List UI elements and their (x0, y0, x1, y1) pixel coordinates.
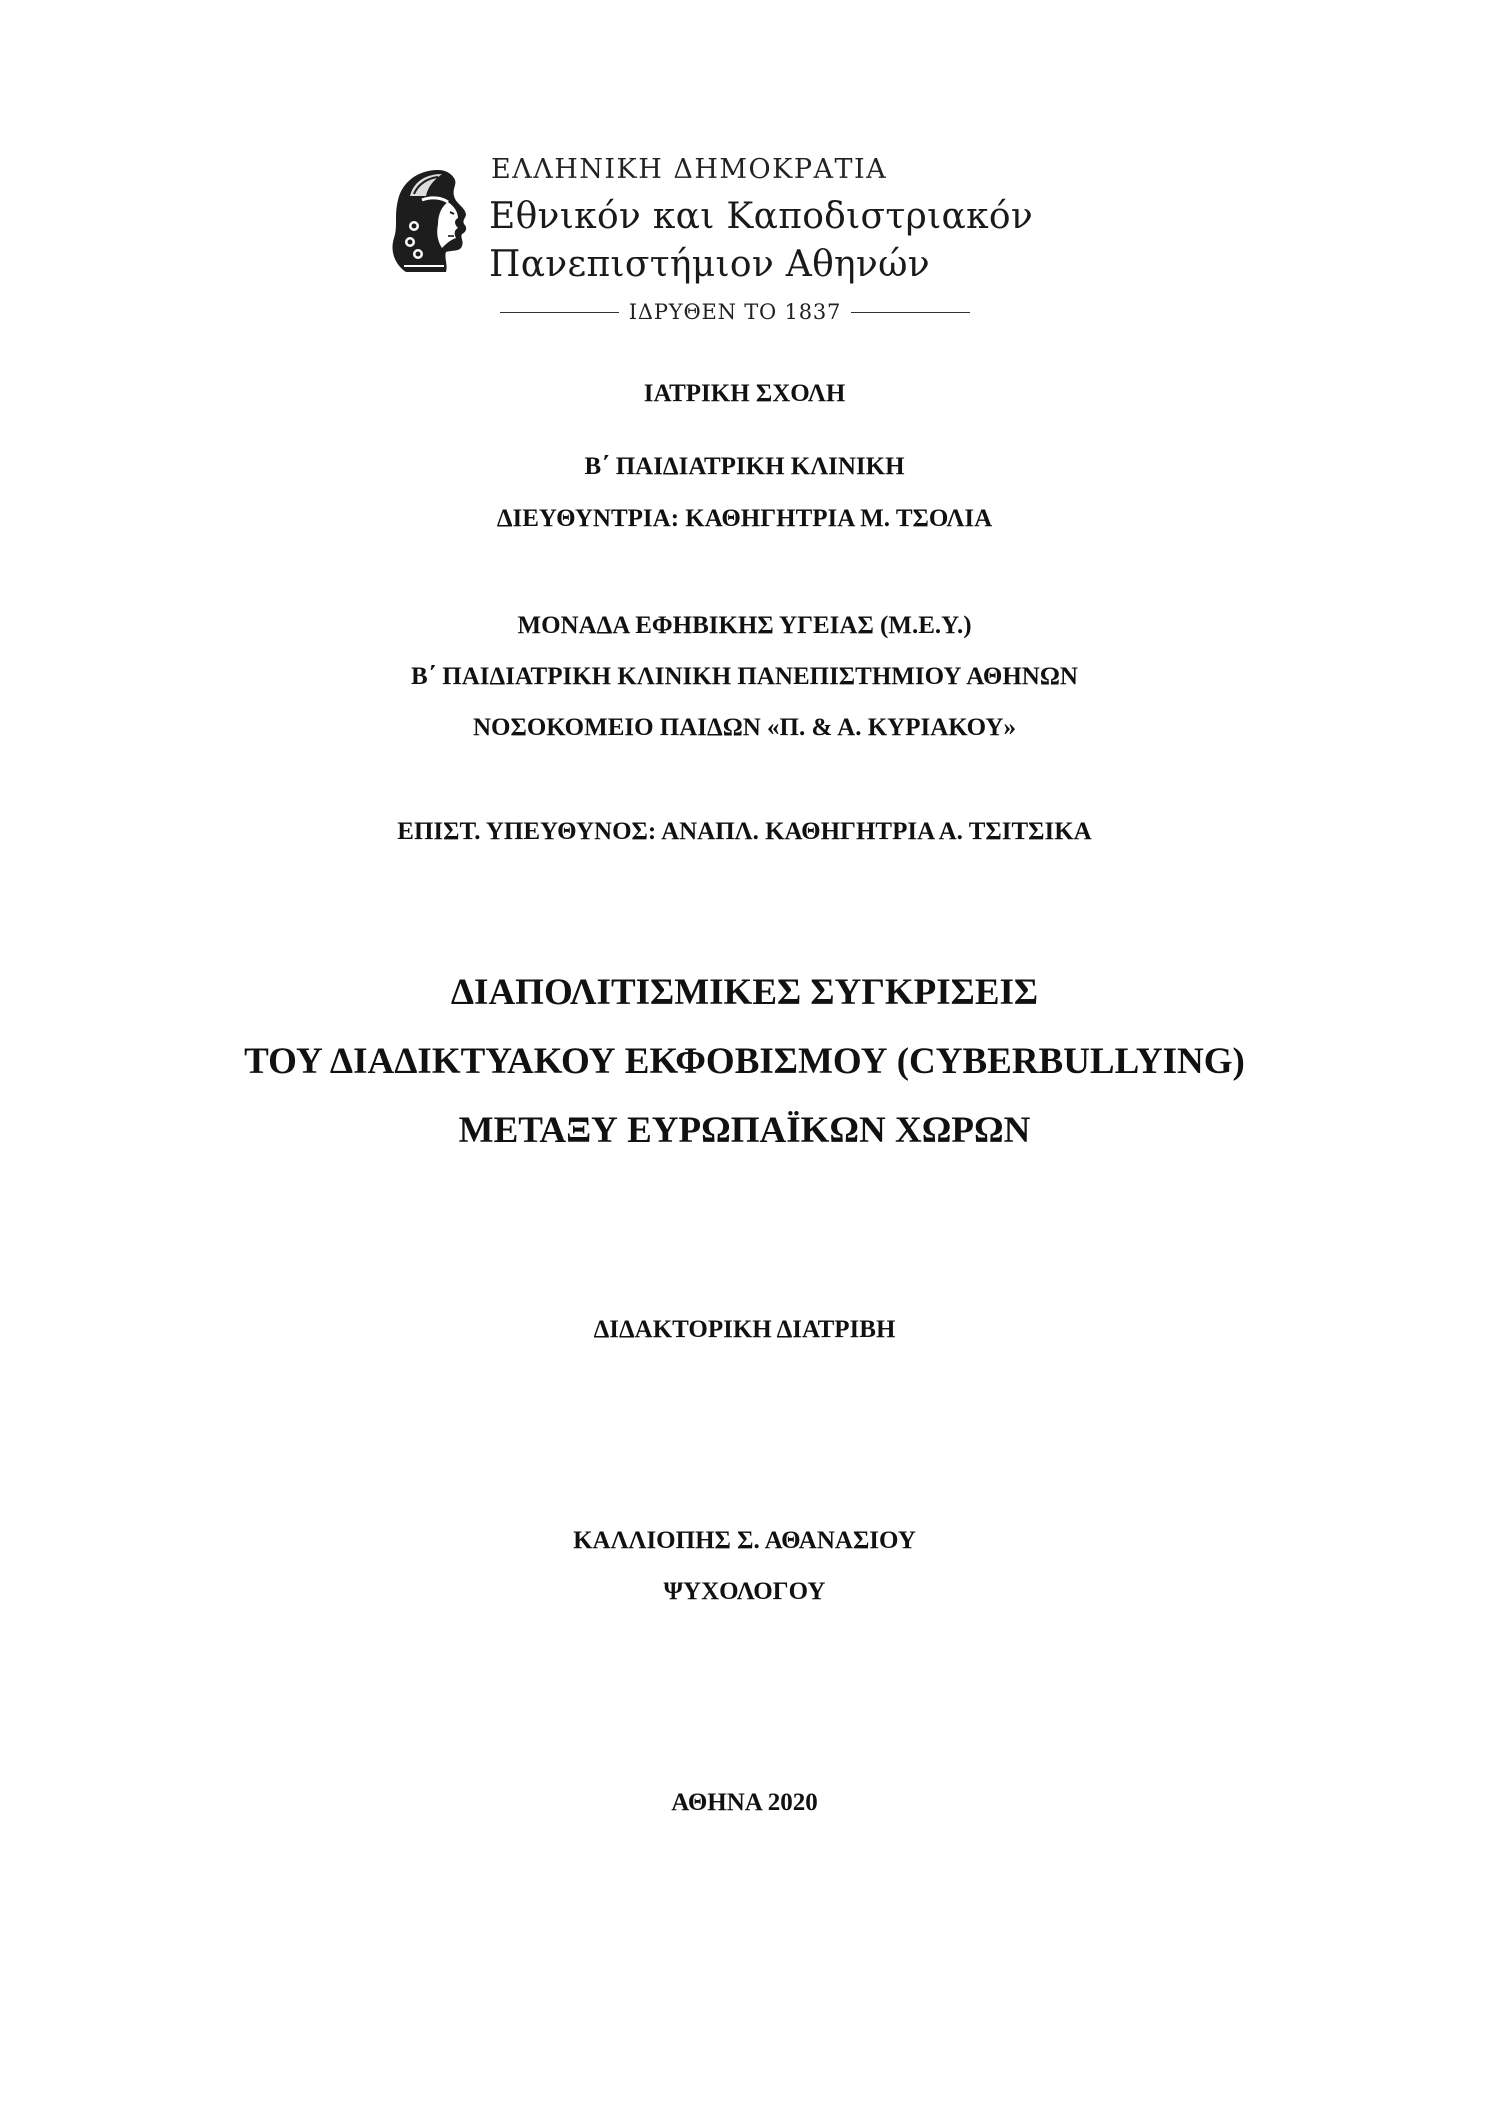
thesis-title-line-1: ΔΙΑΠΟΛΙΤΙΣΜΙΚΕΣ ΣΥΓΚΡΙΣΕΙΣ (450, 972, 1039, 1013)
place-date: ΑΘΗΝΑ 2020 (671, 1789, 818, 1816)
author-profession: ΨΥΧΟΛΟΓΟΥ (663, 1578, 826, 1605)
university-name-line-2: Πανεπιστήμιον Αθηνών (489, 244, 930, 285)
athena-emblem-icon (388, 166, 474, 276)
university-header (388, 148, 1088, 333)
document-type: ΔΙΔΑΚΤΟΡΙΚΗ ΔΙΑΤΡΙΒΗ (593, 1316, 896, 1343)
founded-text: ΙΔΡΥΘΕΝ ΤΟ 1837 (628, 300, 842, 324)
state-name: ΕΛΛΗΝΙΚΗ ΔΗΜΟΚΡΑΤΙΑ (491, 154, 888, 185)
thesis-title-line-2: ΤΟΥ ΔΙΑΔΙΚΤΥΑΚΟΥ ΕΚΦΟΒΙΣΜΟΥ (CYBERBULLYING) (244, 1041, 1245, 1082)
clinic-name: Β΄ ΠΑΙΔΙΑΤΡΙΚΗ ΚΛΙΝΙΚΗ (584, 453, 905, 480)
divider-right (851, 312, 970, 313)
scientific-supervisor: ΕΠΙΣΤ. ΥΠΕΥΘΥΝΟΣ: ΑΝΑΠΛ. ΚΑΘΗΓΗΤΡΙΑ Α. ΤΣΙΤΣΙΚΑ (397, 818, 1092, 845)
unit-hospital: ΝΟΣΟΚΟΜΕΙΟ ΠΑΙΔΩΝ «Π. & Α. ΚΥΡΙΑΚΟΥ» (472, 714, 1016, 741)
divider-left (500, 312, 619, 313)
university-name-line-1: Εθνικόν και Καποδιστριακόν (489, 196, 1034, 237)
unit-clinic: Β΄ ΠΑΙΔΙΑΤΡΙΚΗ ΚΛΙΝΙΚΗ ΠΑΝΕΠΙΣΤΗΜΙΟΥ ΑΘΗΝΩΝ (411, 663, 1078, 690)
school-name: ΙΑΤΡΙΚΗ ΣΧΟΛΗ (643, 380, 846, 407)
author-name: ΚΑΛΛΙΟΠΗΣ Σ. ΑΘΑΝΑΣΙΟΥ (573, 1527, 916, 1554)
founded-caption (500, 300, 970, 324)
unit-name: ΜΟΝΑΔΑ ΕΦΗΒΙΚΗΣ ΥΓΕΙΑΣ (Μ.Ε.Υ.) (517, 612, 972, 639)
thesis-title-line-3: ΜΕΤΑΞΥ ΕΥΡΩΠΑΪΚΩΝ ΧΩΡΩΝ (458, 1110, 1031, 1151)
clinic-director: ΔΙΕΥΘΥΝΤΡΙΑ: ΚΑΘΗΓΗΤΡΙΑ Μ. ΤΣΟΛΙΑ (496, 505, 993, 532)
